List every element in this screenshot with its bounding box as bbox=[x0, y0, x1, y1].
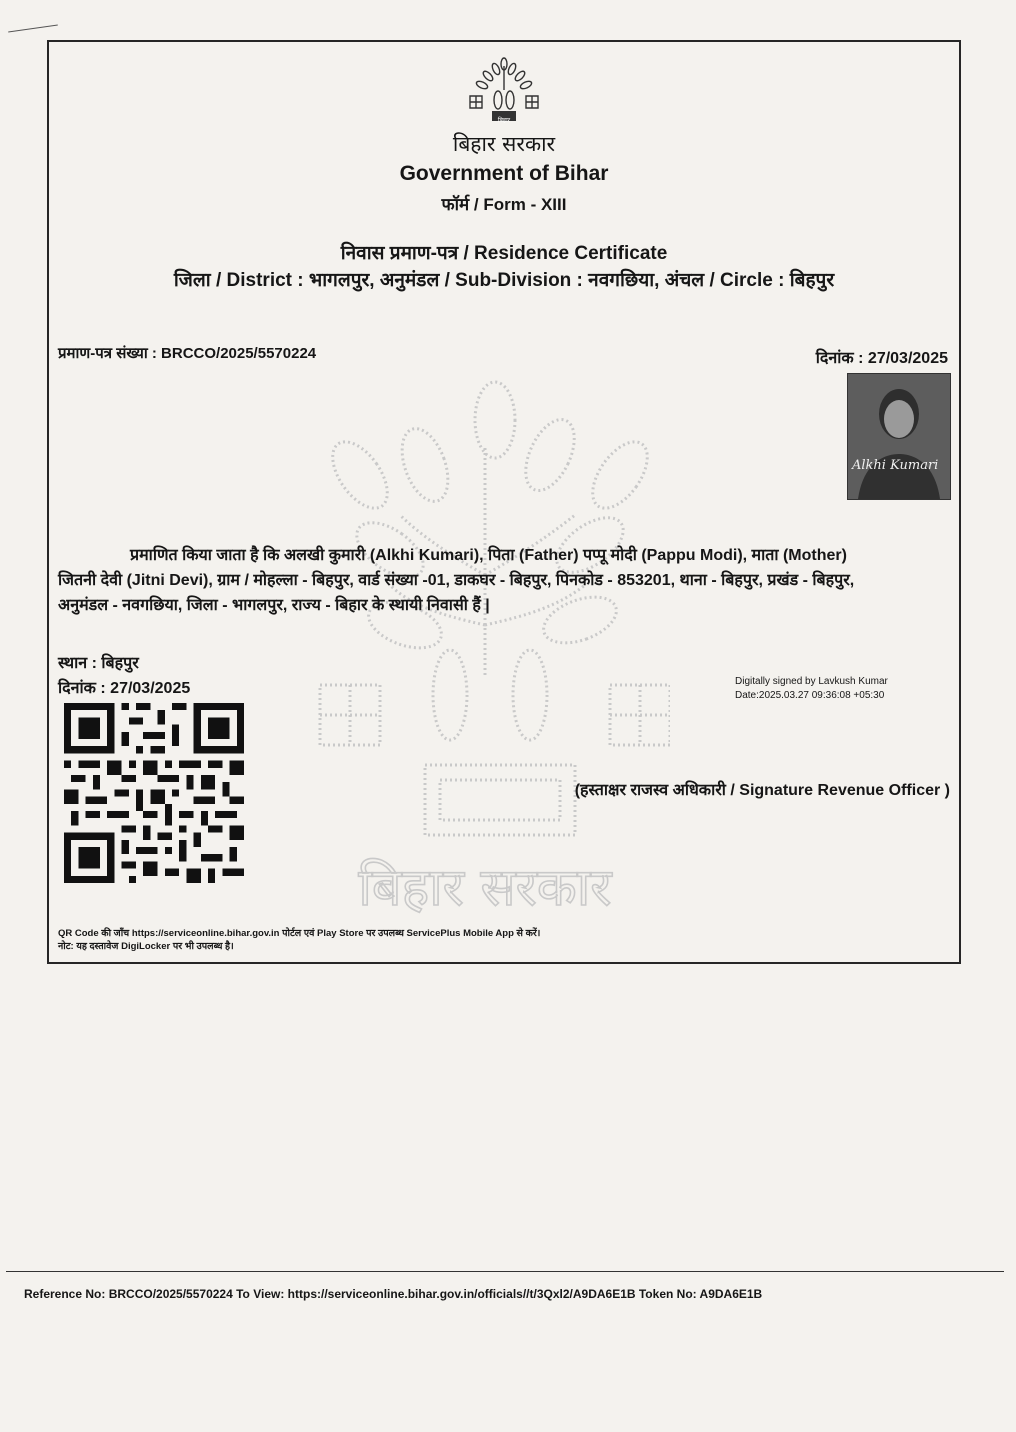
issue-date: दिनांक : 27/03/2025 bbox=[815, 350, 948, 367]
signature-revenue-officer: (हस्ताक्षर राजस्व अधिकारी / Signature Revenue Officer ) bbox=[574, 782, 950, 799]
body-line-2: जितनी देवी (Jitni Devi), ग्राम / मोहल्ला - बिहपुर, वार्ड संख्या -01, डाकघर - बिहपुर, पिनकोड - 853201, थाना - बिहपुर, प्रखंड - बिहपुर, bbox=[58, 572, 855, 589]
body-line-1: प्रमाणित किया जाता है कि अलखी कुमारी (Alkhi Kumari), पिता (Father) पप्पू मोदी (Pappu Modi), माता (Mother) bbox=[130, 547, 847, 564]
hindi-govt-title: बिहार सरकार bbox=[452, 132, 556, 156]
digital-signature-line-2: Date:2025.03.27 09:36:08 +05:30 bbox=[735, 690, 885, 701]
qr-code-icon[interactable] bbox=[64, 703, 244, 883]
bottom-divider bbox=[6, 1271, 1004, 1272]
reference-line: Reference No: BRCCO/2025/5570224 To View: https://serviceonline.bihar.gov.in/officials//t/3Qxl2/A9DA6E1B Token No: A9DA6E1B bbox=[24, 1287, 763, 1301]
scan-mark bbox=[8, 25, 58, 33]
applicant-photo bbox=[847, 373, 951, 500]
digilocker-note: नोट: यह दस्तावेज DigiLocker पर भी उपलब्ध है। bbox=[58, 941, 234, 952]
place-label: स्थान : बिहपुर bbox=[58, 655, 139, 672]
emblem-caption: बिहार bbox=[497, 118, 511, 124]
qr-verification-note: QR Code की जाँच https://serviceonline.bihar.gov.in पोर्टल एवं Play Store पर उपलब्ध ServicePlus Mobile App से करें। bbox=[58, 928, 541, 939]
certificate-body bbox=[58, 543, 951, 618]
certificate-number: प्रमाण-पत्र संख्या : BRCCO/2025/5570224 bbox=[58, 345, 317, 362]
digital-signature-line-1: Digitally signed by Lavkush Kumar bbox=[735, 676, 888, 687]
person-photo-icon bbox=[848, 374, 950, 499]
watermark-text: बिहार सरकार bbox=[358, 858, 612, 918]
body-line-3: अनुमंडल - नवगछिया, जिला - भागलपुर, राज्य - बिहार के स्थायी निवासी हैं | bbox=[58, 597, 490, 614]
certificate-title: निवास प्रमाण-पत्र / Residence Certificate bbox=[340, 243, 668, 264]
tree-watermark-icon bbox=[300, 375, 670, 925]
form-number: फॉर्म / Form - XIII bbox=[441, 195, 567, 214]
place-date: दिनांक : 27/03/2025 bbox=[58, 680, 191, 697]
photo-signature: Alkhi Kumari bbox=[852, 458, 939, 473]
location-line: जिला / District : भागलपुर, अनुमंडल / Sub-Division : नवगछिया, अंचल / Circle : बिहपुर bbox=[173, 270, 835, 291]
govt-title: Government of Bihar bbox=[399, 162, 609, 185]
